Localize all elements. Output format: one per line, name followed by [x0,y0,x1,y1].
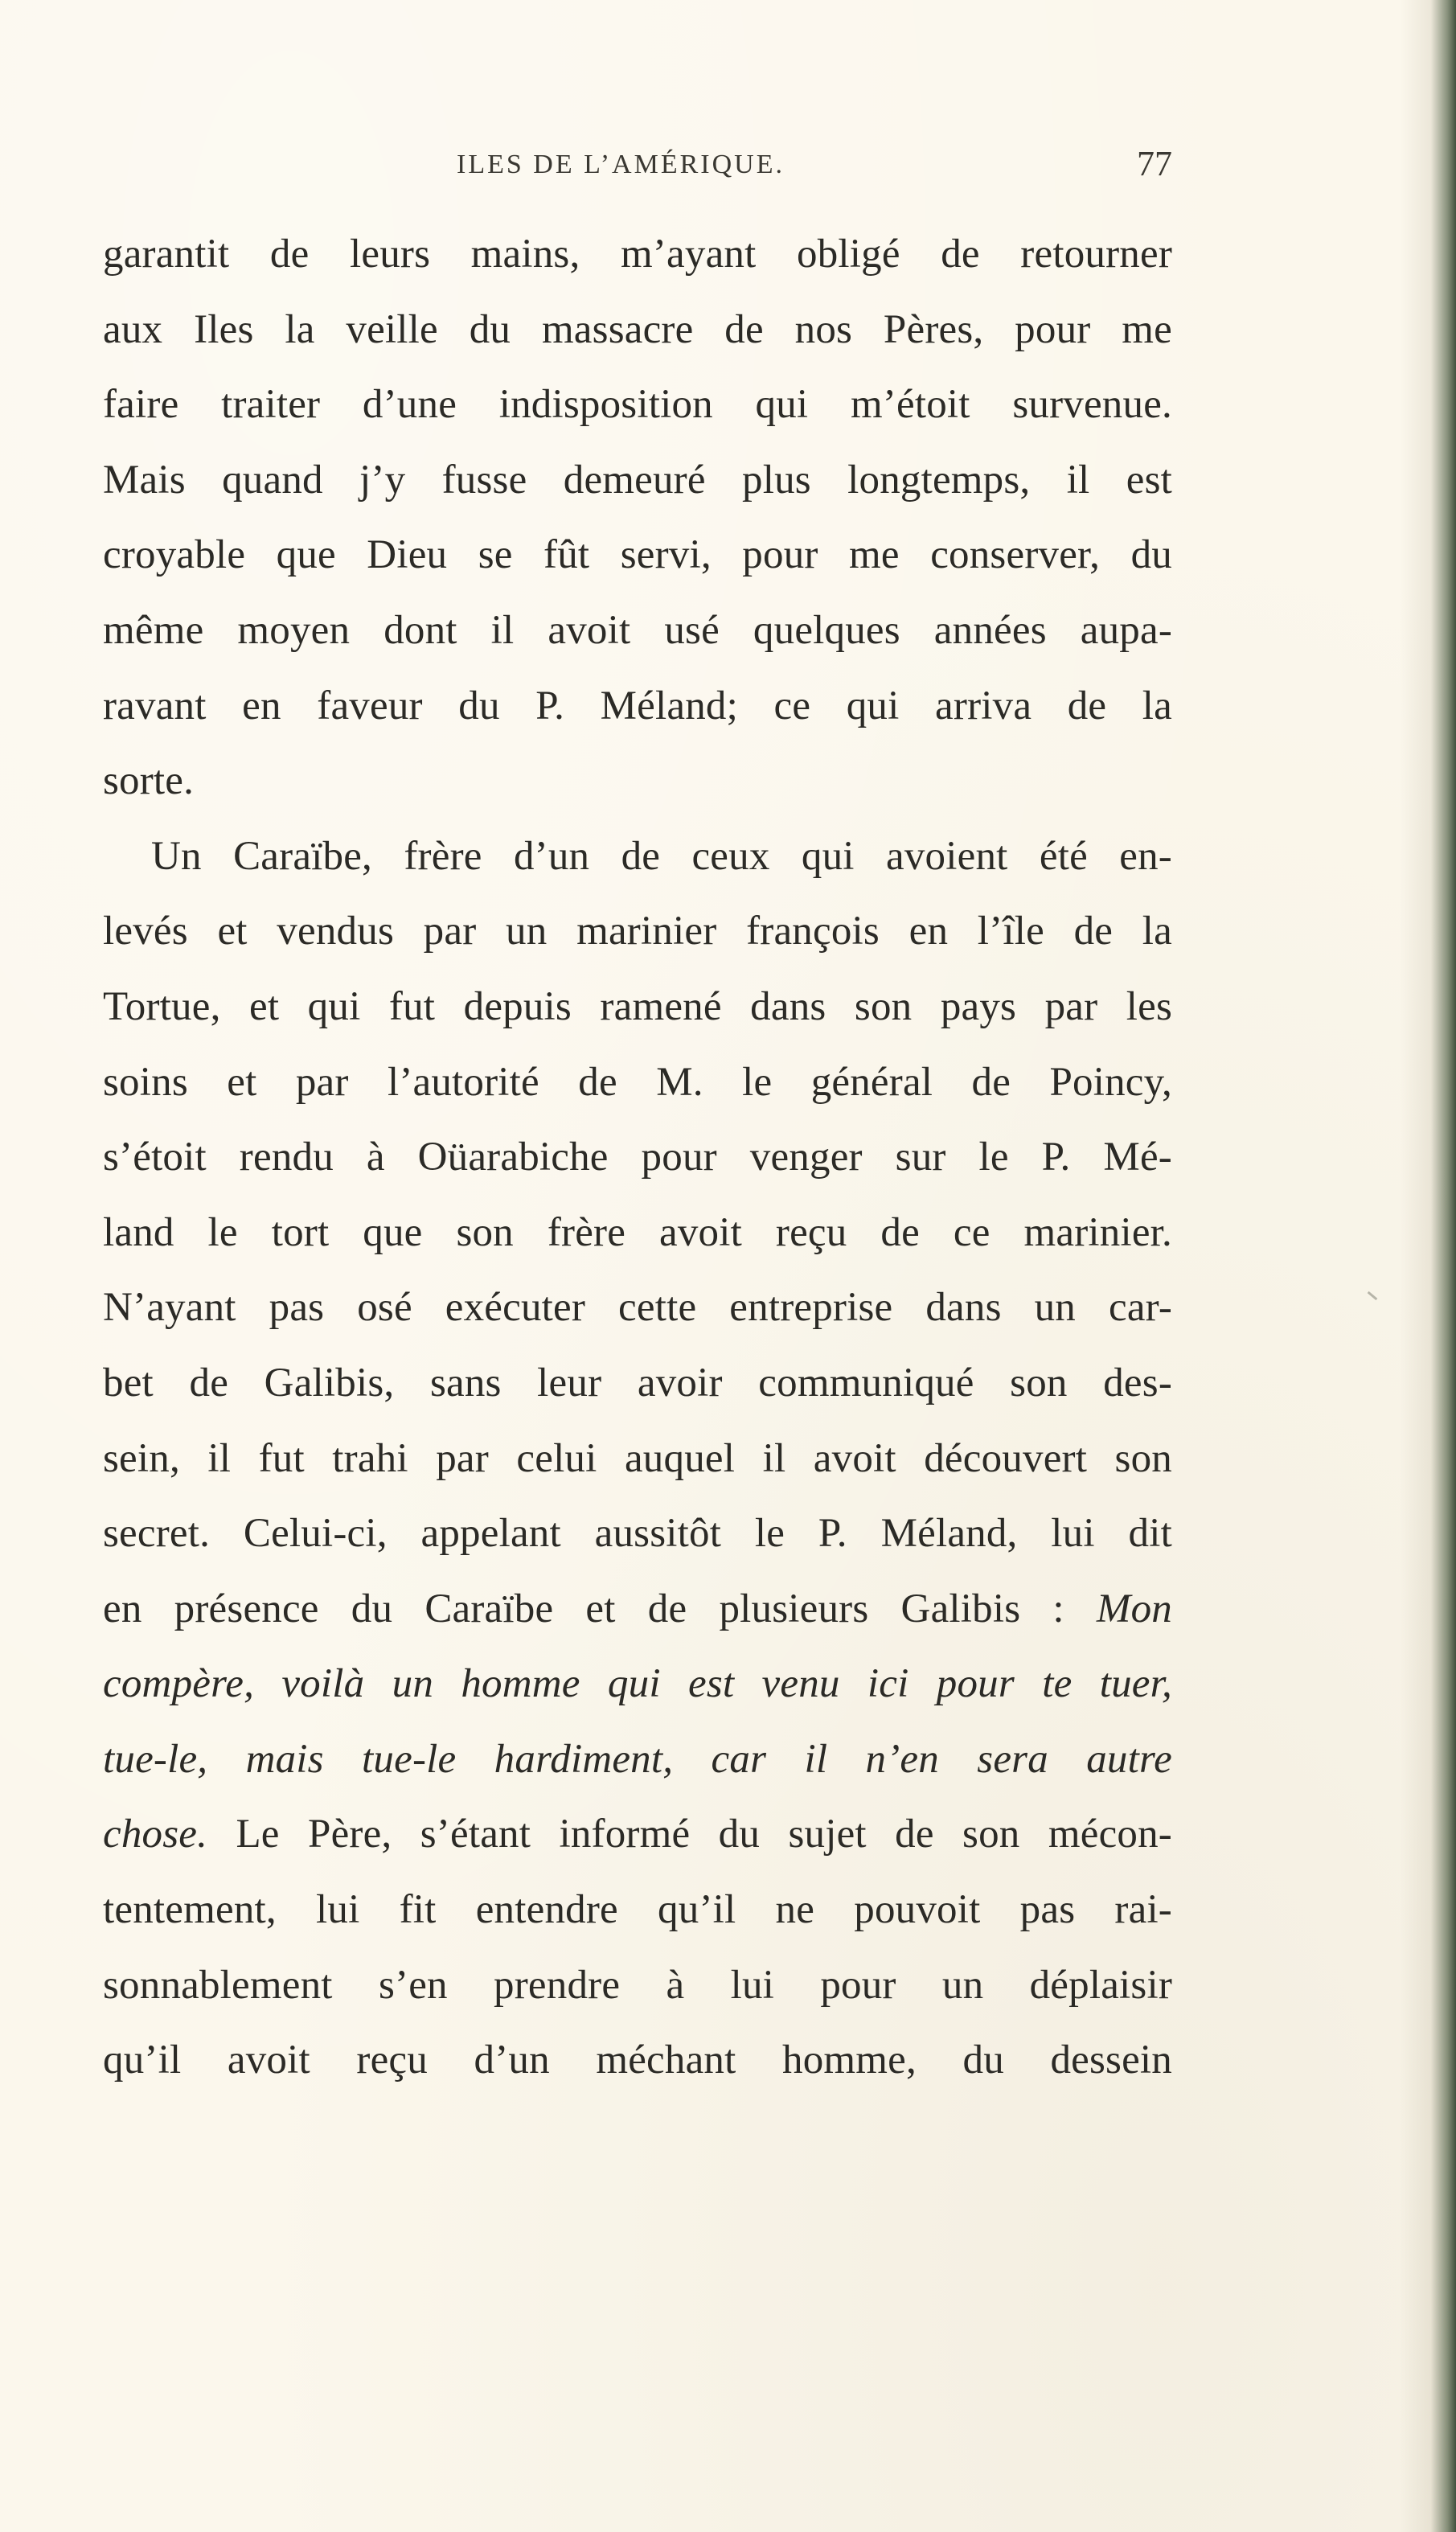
text-line: ravant en faveur du P. Méland; ce qui arriva de la [103,683,1172,728]
text-line: levés et vendus par un marinier françois en l’île de la [103,909,1172,954]
text-line: même moyen dont il avoit usé quelques années aupa- [103,607,1172,653]
page-number: 77 [1137,144,1172,183]
text-line: sonnablement s’en prendre à lui pour un déplaisir [103,1962,1172,2008]
text-line: land le tort que son frère avoit reçu de ce marinier. [103,1209,1172,1255]
text-line: garantit de leurs mains, m’ayant obligé de retourner [103,232,1172,277]
text-line: tentement, lui fit entendre qu’il ne pouvoit pas rai- [103,1887,1172,1933]
text-line: sorte. [103,758,195,804]
text-line: croyable que Dieu se fût servi, pour me conserver, du [103,532,1172,578]
text-line: N’ayant pas osé exécuter cette entreprise dans un car- [103,1285,1172,1331]
page-header [103,135,1172,191]
italic-segment: chose. [103,1812,208,1857]
text-line: faire traiter d’une indisposition qui m’étoit survenue. [103,382,1172,428]
text-segment: en présence du Caraïbe et de plusieurs Galibis : [103,1586,1064,1631]
text-line-italic: tue-le, mais tue-le hardiment, car il n’en sera autre [103,1736,1172,1782]
text-line-mixed [103,1572,1172,1648]
text-segment: Le Père, s’étant informé du sujet de son mécon- [236,1812,1172,1857]
text-line: soins et par l’autorité de M. le général de Poincy, [103,1059,1172,1105]
text-line-italic: compère, voilà un homme qui est venu ici pour te tuer, [103,1661,1172,1707]
paper-speck [1368,1291,1378,1300]
text-line: Tortue, et qui fut depuis ramené dans son pays par les [103,983,1172,1029]
text-line: secret. Celui-ci, appelant aussitôt le P. Méland, lui dit [103,1511,1172,1557]
text-line: Un Caraïbe, frère d’un de ceux qui avoient été en- [151,833,1172,879]
body-text [103,217,1172,2099]
text-line: sein, il fut trahi par celui auquel il avoit découvert son [103,1435,1172,1481]
italic-segment: Mon [1096,1586,1172,1631]
page-edge-shadow [1400,0,1456,2532]
text-line: bet de Galibis, sans leur avoir communiqué son des- [103,1360,1172,1406]
text-line: Mais quand j’y fusse demeuré plus longtemps, il est [103,457,1172,503]
text-line: aux Iles la veille du massacre de nos Pères, pour me [103,306,1172,352]
text-line-mixed [103,1797,1172,1873]
text-line: qu’il avoit reçu d’un méchant homme, du dessein [103,2038,1172,2083]
running-head: ILES DE L’AMÉRIQUE. [457,150,785,179]
text-line: s’étoit rendu à Oüarabiche pour venger sur le P. Mé- [103,1135,1172,1180]
